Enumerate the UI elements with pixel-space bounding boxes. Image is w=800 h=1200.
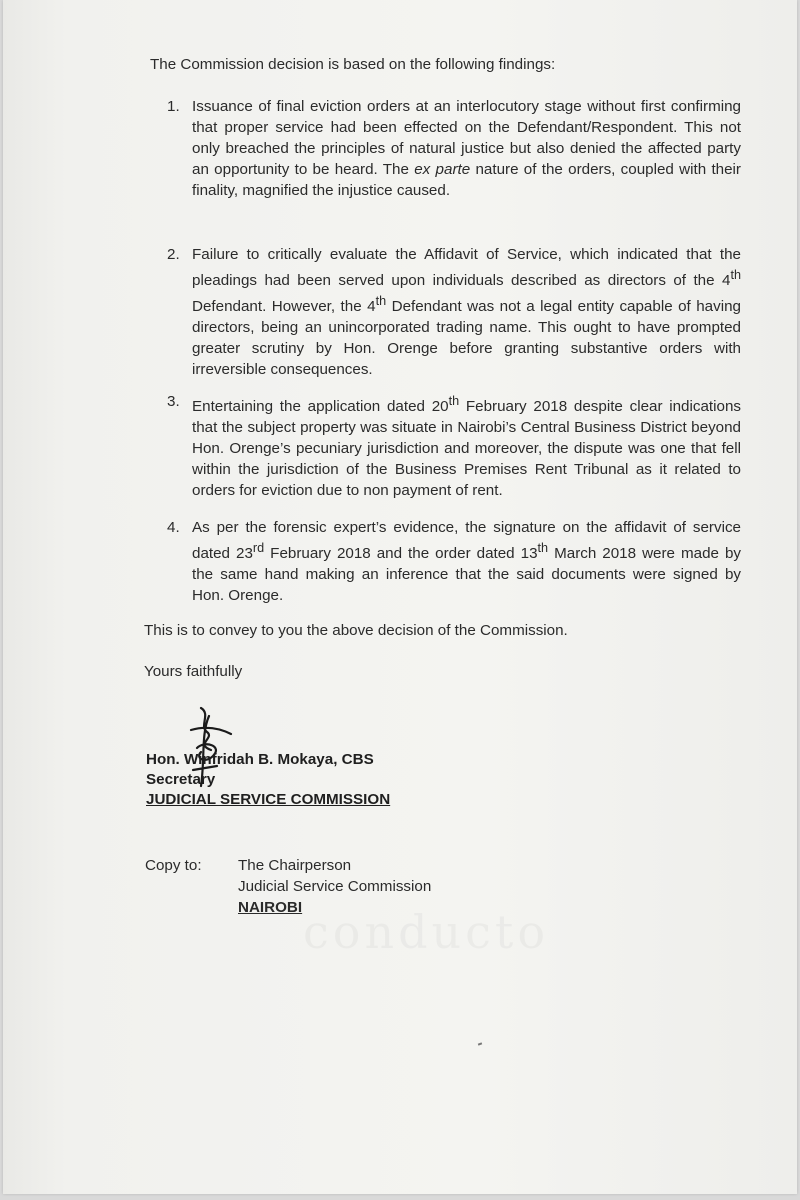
finding-text: Entertaining the application dated 20th February 2018 despite clear indications that the subject property was situate in Nairobi’s Central Business District beyond Hon. Orenge’s pecuniary jurisdiction and moreover, the dispute was one that fell within the jurisdiction of the Business Premises Rent Tribunal as it related to orders for eviction due to non payment of rent. — [192, 394, 742, 500]
recipient-line: Judicial Service Commission — [238, 878, 432, 895]
finding-text: Issuance of final eviction orders at an interlocutory stage without first confirming that proper service had been effected on the Defendant/Respondent. This not only breached the principles of natural justice but also denied the affected party an opportunity to be heard. The ex parte nature of the orders, coupled with their finality, magnified the injustice caused. — [192, 98, 741, 199]
copy-to-label: Copy to: — [145, 857, 202, 874]
letter-page — [3, 0, 797, 1194]
finding-item — [167, 96, 741, 201]
signature-block — [146, 750, 390, 810]
signatory-title: Secretary — [146, 771, 216, 788]
finding-item — [167, 517, 741, 606]
show-through-watermark — [303, 905, 549, 959]
ink-mark — [478, 1042, 482, 1045]
finding-text: As per the forensic expert’s evidence, the signature on the affidavit of service dated 23rd February 2018 and the order dated 13th March 2018 were made by the same hand making an inference that the said documents were signed by Hon. Orenge. — [192, 519, 742, 605]
findings-intro: The Commission decision is based on the following findings: — [150, 56, 556, 73]
recipient-city: NAIROBI — [238, 899, 303, 916]
finding-item — [167, 391, 741, 501]
finding-item — [167, 244, 741, 380]
signatory-organization: JUDICIAL SERVICE COMMISSION — [146, 791, 391, 808]
closing-salutation: Yours faithfully — [144, 663, 243, 680]
finding-number: 1. — [167, 98, 180, 115]
signatory-name: Hon. Winfridah B. Mokaya, CBS — [146, 751, 374, 768]
convey-paragraph: This is to convey to you the above decision of the Commission. — [144, 622, 568, 639]
finding-number: 4. — [167, 519, 180, 536]
finding-text: Failure to critically evaluate the Affidavit of Service, which indicated that the pleadings had been served upon individuals described as directors of the 4th Defendant. However, the 4th Defendant was not a legal entity capable of having directors, being an unincorporated trading name. This ought to have prompted greater scrutiny by Hon. Orenge before granting substantive orders with irreversible consequences. — [192, 246, 741, 379]
finding-number: 3. — [167, 393, 180, 410]
finding-number: 2. — [167, 246, 180, 263]
finding-italic: ex parte — [414, 161, 471, 178]
recipient-line: The Chairperson — [238, 857, 352, 874]
